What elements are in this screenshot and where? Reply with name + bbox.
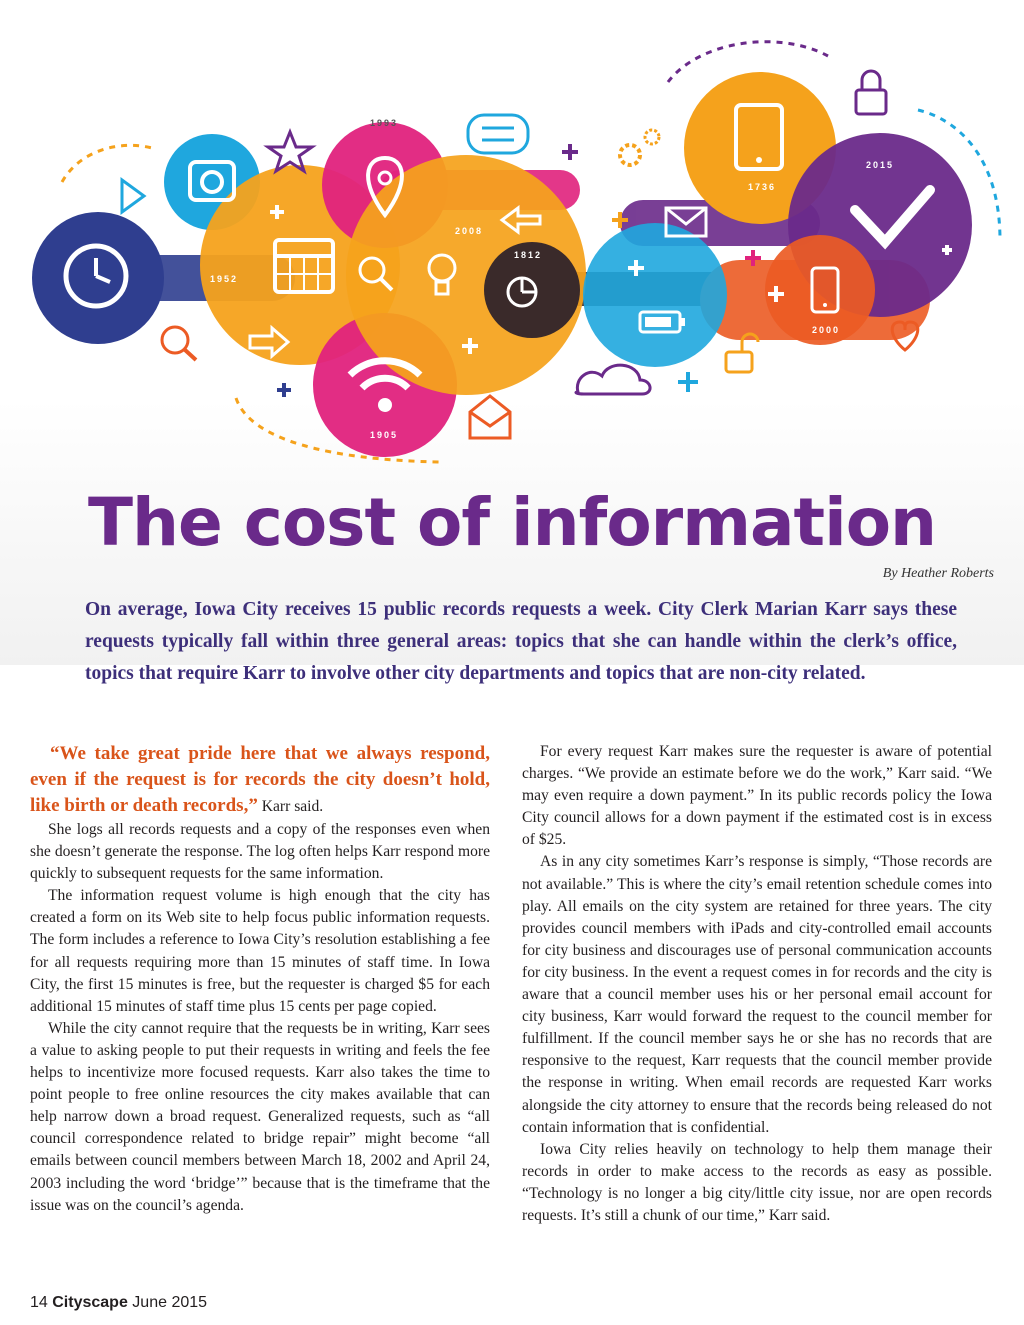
pull-quote: “We take great pride here that we always respond, even if the request is for records the city doesn’t hold, like birth or death records,” [30,743,490,816]
year-label: 2008 [455,226,484,236]
body-paragraph: For every request Karr makes sure the requester is aware of potential charges. “We provide an estimate before we do the work,” Karr said. “We may even require a down payment.” In its public records policy the Iowa City council allows for a down payment if the estimated cost is in excess of $25. [522,743,992,849]
gear-icon [620,130,659,165]
cloud-icon [576,365,650,394]
circle-cyan-right [583,223,727,367]
body-paragraph: Iowa City relies heavily on technology to help them manage their records in order to make access to the records as easy as possible. “Technology is no longer a big city/little city issue, nor are open records requests. It’s still a chunk of our time,” Karr said. [522,1140,992,1224]
year-label: 2000 [812,325,841,335]
body-paragraph: She logs all records requests and a copy of the responses even when she doesn’t generate the response. The log often helps Karr respond more quickly to subsequent requests for the same information. [30,821,490,883]
padlock-locked-icon [856,71,886,114]
year-label: 1905 [370,430,399,440]
body-paragraph: While the city cannot require that the requests be in writing, Karr sees a value to asking people to put their requests in writing and feels the fee helps to incentivize more focused requests. Karr also takes the time to point people to free online resources the city makes available that can help narrow down a broad request. Generalized requests, such as “all council correspondence related to bridge repair” might become “all emails between council members between March 18, 2002 and April 24, 2003 including the word ‘bridge’” because that is the timeframe that the issue was on the council’s agenda. [30,1019,490,1214]
pull-quote-paragraph [30,741,490,819]
right-column [522,741,992,1227]
pull-quote-attribution: Karr said. [257,798,324,815]
page-number: 14 [30,1294,48,1311]
year-label: 2015 [866,160,895,170]
open-envelope-icon [470,396,510,438]
page-footer [30,1294,207,1312]
magnifier-minus-icon [162,327,196,360]
article-title: The cost of information [87,484,937,561]
left-column [30,741,490,1217]
body-paragraph: The information request volume is high enough that the city has created a form on its Web site to help focus public information requests. The form includes a reference to Iowa City’s resolution establishing a fee for all requests requiring more than 15 minutes of staff time. In Iowa City, the first 15 minutes is free, but the requester is charged $5 for each additional 15 minutes of staff time plus 15 cents per page copied. [30,887,490,1015]
year-label: 1812 [514,250,543,260]
issue-date: June 2015 [132,1294,208,1311]
speech-bubble-icon [468,115,528,153]
year-label: 1952 [210,274,239,284]
year-label: 1993 [370,118,399,128]
body-paragraph: As in any city sometimes Karr’s response is simply, “Those records are not available.” This is where the city’s email retention schedule comes into play. All emails on the city system are retained for three years. The city provides council members with iPads and city-controlled email accounts for city business and discourages use of personal communication accounts for city business. In the event a request comes in for records and the city is aware that a council member uses his or her personal email account for city business, Karr would forward the request to the council member for fulfillment. If the council member says he or she has no records that are responsive to the request, Karr requests that the council member provide the response in writing. When email records are requested Karr works alongside the city attorney to ensure that the records being released do not contain information that is confidential. [522,853,992,1136]
article-dek: On average, Iowa City receives 15 public records requests a week. City Clerk Marian Karr says these requests typically fall within three general areas: topics that she can handle within the clerk’s office, topics that require Karr to involve other city departments and topics that are non-city related. [85,599,957,684]
byline: By Heather Roberts [882,566,994,581]
year-label: 1736 [748,182,777,192]
magazine-name: Cityscape [52,1294,128,1311]
play-icon [122,180,144,212]
